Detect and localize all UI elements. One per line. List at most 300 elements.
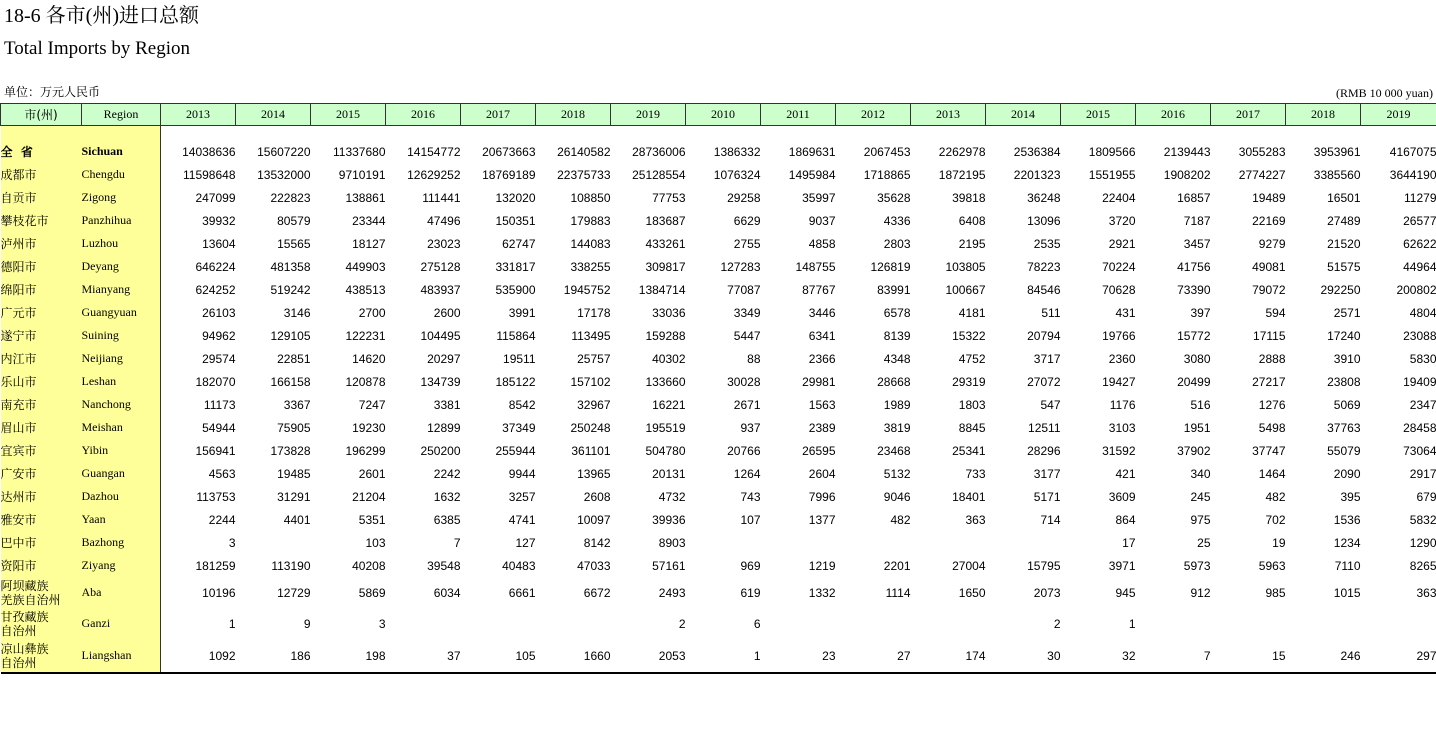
value-cell: 20673663 (482, 144, 536, 159)
value-cell: 338255 (570, 259, 611, 274)
value-cell: 40302 (652, 351, 686, 366)
value-cell: 30028 (727, 374, 761, 389)
region-name-cn: 凉山彝族 自治州 (1, 639, 82, 673)
value-cell: 5869 (358, 585, 386, 600)
value-cell: 2053 (611, 639, 686, 673)
value-cell: 9944 (508, 466, 536, 481)
value-cell: 8903 (658, 535, 686, 550)
value-cell: 1 (1128, 616, 1136, 631)
value-cell: 6034 (433, 585, 461, 600)
table-body (1, 126, 1436, 674)
value-cell: 37747 (1252, 443, 1286, 458)
value-cell: 702 (1265, 512, 1286, 527)
region-name-en: Suining (82, 324, 161, 347)
value-cell (761, 531, 836, 554)
value-cell: 33036 (652, 305, 686, 320)
table-row (1, 531, 1436, 554)
header-year: 2016 (1136, 104, 1211, 126)
value-cell (386, 608, 461, 639)
value-cell: 6341 (808, 328, 836, 343)
value-cell: 6672 (583, 585, 611, 600)
value-cell: 3446 (808, 305, 836, 320)
value-cell: 73390 (1177, 282, 1211, 297)
value-cell: 1803 (958, 397, 986, 412)
region-name-en: Neijiang (82, 347, 161, 370)
value-cell: 4401 (283, 512, 311, 527)
region-name-en: Ziyang (82, 554, 161, 577)
value-cell: 29981 (802, 374, 836, 389)
value-cell: 7247 (358, 397, 386, 412)
value-cell: 77087 (727, 282, 761, 297)
region-name-en: Yibin (82, 439, 161, 462)
value-cell: 185122 (495, 374, 536, 389)
value-cell: 937 (740, 420, 761, 435)
value-cell: 646224 (195, 259, 236, 274)
value-cell: 15607220 (257, 144, 311, 159)
value-cell: 94962 (202, 328, 236, 343)
value-cell: 18401 (952, 489, 986, 504)
value-cell: 482 (1265, 489, 1286, 504)
region-name-en: Chengdu (82, 163, 161, 186)
value-cell (911, 608, 986, 639)
value-cell: 44964 (1403, 259, 1436, 274)
value-cell: 363 (1416, 585, 1436, 600)
header-year: 2013 (911, 104, 986, 126)
value-cell: 985 (1265, 585, 1286, 600)
value-cell: 25128554 (632, 167, 686, 182)
value-cell: 36248 (1027, 190, 1061, 205)
value-cell: 2700 (358, 305, 386, 320)
unit-label-chinese: 单位：万元人民币 (4, 85, 101, 99)
value-cell: 15772 (1177, 328, 1211, 343)
value-cell: 12729 (277, 585, 311, 600)
value-cell: 113753 (196, 489, 236, 504)
region-name-cn: 达州市 (1, 485, 82, 508)
value-cell: 1076324 (713, 167, 761, 182)
value-cell: 20766 (727, 443, 761, 458)
value-cell: 6385 (433, 512, 461, 527)
region-name-cn: 甘孜藏族 自治州 (1, 608, 82, 639)
value-cell: 3349 (733, 305, 761, 320)
value-cell: 1377 (808, 512, 836, 527)
value-cell: 5498 (1258, 420, 1286, 435)
value-cell: 17 (1122, 535, 1136, 550)
value-cell: 15322 (952, 328, 986, 343)
table-row (1, 485, 1436, 508)
value-cell: 7187 (1183, 213, 1211, 228)
value-cell: 945 (1115, 585, 1136, 600)
header-region-en: Region (82, 104, 161, 126)
value-cell: 3819 (883, 420, 911, 435)
value-cell: 864 (1115, 512, 1136, 527)
value-cell: 246 (1286, 639, 1361, 673)
value-cell (1286, 608, 1361, 639)
value-cell: 1536 (1333, 512, 1361, 527)
value-cell: 1908202 (1163, 167, 1211, 182)
value-cell: 4348 (883, 351, 911, 366)
value-cell: 156941 (195, 443, 236, 458)
value-cell: 22169 (1252, 213, 1286, 228)
value-cell: 483937 (420, 282, 461, 297)
region-name-cn: 眉山市 (1, 416, 82, 439)
header-year: 2011 (761, 104, 836, 126)
region-name-cn: 泸州市 (1, 232, 82, 255)
value-cell: 182070 (195, 374, 236, 389)
value-cell: 1234 (1333, 535, 1361, 550)
value-cell: 275128 (420, 259, 461, 274)
value-cell: 62622 (1403, 236, 1436, 251)
value-cell: 49081 (1252, 259, 1286, 274)
value-cell: 8845 (958, 420, 986, 435)
value-cell: 2347 (1409, 397, 1436, 412)
value-cell: 28668 (877, 374, 911, 389)
value-cell: 35628 (877, 190, 911, 205)
value-cell: 2201323 (1013, 167, 1061, 182)
table-row (1, 508, 1436, 531)
table-row (1, 370, 1436, 393)
value-cell: 3991 (508, 305, 536, 320)
value-cell: 75905 (277, 420, 311, 435)
header-year: 2010 (686, 104, 761, 126)
value-cell: 1660 (536, 639, 611, 673)
region-name-cn: 雅安市 (1, 508, 82, 531)
value-cell: 2090 (1333, 466, 1361, 481)
region-name-cn: 德阳市 (1, 255, 82, 278)
value-cell: 12899 (427, 420, 461, 435)
value-cell: 2571 (1333, 305, 1361, 320)
region-name-cn: 攀枝花市 (1, 209, 82, 232)
value-cell: 31592 (1102, 443, 1136, 458)
value-cell: 2608 (583, 489, 611, 504)
value-cell: 88 (747, 351, 761, 366)
value-cell: 4804 (1409, 305, 1436, 320)
value-cell: 11173 (203, 397, 236, 412)
value-cell: 7996 (808, 489, 836, 504)
value-cell: 15795 (1027, 558, 1061, 573)
header-year: 2014 (236, 104, 311, 126)
value-cell: 79072 (1252, 282, 1286, 297)
value-cell: 3720 (1108, 213, 1136, 228)
value-cell: 35997 (802, 190, 836, 205)
value-cell: 2888 (1258, 351, 1286, 366)
value-cell: 32 (1061, 639, 1136, 673)
value-cell: 181259 (195, 558, 236, 573)
value-cell: 1276 (1258, 397, 1286, 412)
value-cell (836, 608, 911, 639)
value-cell: 32967 (577, 397, 611, 412)
value-cell: 6661 (508, 585, 536, 600)
value-cell: 14620 (352, 351, 386, 366)
value-cell: 624252 (195, 282, 236, 297)
value-cell: 2067453 (863, 144, 911, 159)
value-cell: 504780 (645, 443, 686, 458)
region-name-en: Sichuan (82, 140, 161, 163)
table-row (1, 186, 1436, 209)
value-cell: 2366 (808, 351, 836, 366)
value-cell: 297 (1361, 639, 1436, 673)
value-cell: 51575 (1327, 259, 1361, 274)
value-cell: 70224 (1102, 259, 1136, 274)
value-cell: 4181 (958, 305, 986, 320)
value-cell: 1 (228, 616, 236, 631)
value-cell: 361101 (571, 443, 611, 458)
value-cell: 2201 (883, 558, 911, 573)
region-name-cn: 巴中市 (1, 531, 82, 554)
value-cell: 3055283 (1238, 144, 1286, 159)
header-year: 2012 (836, 104, 911, 126)
value-cell: 15 (1211, 639, 1286, 673)
value-cell: 127 (515, 535, 536, 550)
value-cell (686, 531, 761, 554)
value-cell: 23023 (427, 236, 461, 251)
value-cell: 22404 (1102, 190, 1136, 205)
value-cell: 3385560 (1313, 167, 1361, 182)
value-cell: 23468 (877, 443, 911, 458)
value-cell: 173828 (270, 443, 311, 458)
value-cell: 26595 (802, 443, 836, 458)
value-cell: 17240 (1327, 328, 1361, 343)
value-cell: 8542 (508, 397, 536, 412)
region-name-en: Deyang (82, 255, 161, 278)
value-cell: 5963 (1258, 558, 1286, 573)
value-cell: 2917 (1409, 466, 1436, 481)
value-cell (986, 531, 1061, 554)
value-cell: 37349 (502, 420, 536, 435)
value-cell: 195519 (645, 420, 686, 435)
value-cell: 9 (303, 616, 311, 631)
region-name-cn: 阿坝藏族 羌族自治州 (1, 577, 82, 608)
value-cell: 15565 (277, 236, 311, 251)
region-name-cn: 成都市 (1, 163, 82, 186)
value-cell: 22851 (277, 351, 311, 366)
value-cell: 5171 (1033, 489, 1061, 504)
region-name-cn: 内江市 (1, 347, 82, 370)
header-year: 2017 (1211, 104, 1286, 126)
value-cell: 3103 (1108, 420, 1136, 435)
value-cell: 9037 (808, 213, 836, 228)
value-cell: 4752 (958, 351, 986, 366)
value-cell: 421 (1115, 466, 1136, 481)
value-cell (761, 608, 836, 639)
region-name-en: Yaan (82, 508, 161, 531)
value-cell: 3381 (433, 397, 461, 412)
value-cell: 26103 (202, 305, 236, 320)
value-cell: 9046 (883, 489, 911, 504)
value-cell: 127283 (720, 259, 761, 274)
header-year: 2017 (461, 104, 536, 126)
value-cell: 397 (1190, 305, 1211, 320)
value-cell: 8265 (1409, 558, 1436, 573)
value-cell: 8142 (583, 535, 611, 550)
value-cell: 200802 (1396, 282, 1436, 297)
value-cell: 27072 (1027, 374, 1061, 389)
value-cell: 2242 (433, 466, 461, 481)
value-cell: 619 (740, 585, 761, 600)
value-cell: 3457 (1183, 236, 1211, 251)
region-name-cn: 资阳市 (1, 554, 82, 577)
value-cell: 23344 (352, 213, 386, 228)
value-cell: 21520 (1327, 236, 1361, 251)
value-cell: 519242 (270, 282, 311, 297)
value-cell: 2262978 (938, 144, 986, 159)
value-cell: 80579 (277, 213, 311, 228)
value-cell: 1495984 (788, 167, 836, 182)
header-year: 2014 (986, 104, 1061, 126)
value-cell: 3080 (1183, 351, 1211, 366)
value-cell: 107 (740, 512, 761, 527)
value-cell: 4858 (808, 236, 836, 251)
value-cell: 1464 (1258, 466, 1286, 481)
value-cell: 186 (236, 639, 311, 673)
value-cell: 23 (761, 639, 836, 673)
value-cell: 679 (1416, 489, 1436, 504)
value-cell: 340 (1190, 466, 1211, 481)
value-cell: 122231 (345, 328, 386, 343)
value-cell: 19409 (1403, 374, 1436, 389)
region-name-cn: 乐山市 (1, 370, 82, 393)
value-cell: 1551955 (1088, 167, 1136, 182)
value-cell: 179883 (570, 213, 611, 228)
value-cell: 431 (1115, 305, 1136, 320)
value-cell: 309817 (645, 259, 686, 274)
value-cell: 2671 (733, 397, 761, 412)
value-cell: 8139 (883, 328, 911, 343)
value-cell: 157102 (570, 374, 611, 389)
value-cell: 41756 (1177, 259, 1211, 274)
value-cell: 1015 (1333, 585, 1361, 600)
value-cell: 19766 (1102, 328, 1136, 343)
value-cell: 87767 (802, 282, 836, 297)
value-cell: 19 (1272, 535, 1286, 550)
value-cell: 21204 (352, 489, 386, 504)
region-name-cn: 全 省 (1, 140, 82, 163)
value-cell: 148755 (795, 259, 836, 274)
value-cell: 28736006 (632, 144, 686, 159)
value-cell: 331817 (495, 259, 536, 274)
value-cell: 5447 (733, 328, 761, 343)
value-cell: 17178 (577, 305, 611, 320)
value-cell: 70628 (1102, 282, 1136, 297)
value-cell: 245 (1190, 489, 1211, 504)
value-cell: 4336 (883, 213, 911, 228)
value-cell: 2195 (958, 236, 986, 251)
value-cell: 39548 (427, 558, 461, 573)
value-cell: 3 (228, 535, 236, 550)
value-cell: 743 (740, 489, 761, 504)
header-year: 2013 (161, 104, 236, 126)
value-cell: 3953961 (1313, 144, 1361, 159)
value-cell: 5973 (1183, 558, 1211, 573)
value-cell: 103 (365, 535, 386, 550)
value-cell: 13532000 (257, 167, 311, 182)
value-cell: 103805 (945, 259, 986, 274)
value-cell: 5069 (1333, 397, 1361, 412)
value-cell: 2774227 (1238, 167, 1286, 182)
value-cell: 14154772 (407, 144, 461, 159)
value-cell: 1951 (1183, 420, 1211, 435)
value-cell: 969 (740, 558, 761, 573)
value-cell: 535900 (495, 282, 536, 297)
value-cell: 1718865 (863, 167, 911, 182)
value-cell: 3367 (283, 397, 311, 412)
value-cell: 54944 (202, 420, 236, 435)
value-cell: 912 (1190, 585, 1211, 600)
value-cell: 83991 (877, 282, 911, 297)
value-cell: 222823 (270, 190, 311, 205)
value-cell (1136, 608, 1211, 639)
value-cell: 511 (1041, 305, 1061, 320)
value-cell: 39818 (952, 190, 986, 205)
value-cell (911, 531, 986, 554)
region-name-en: Aba (82, 577, 161, 608)
value-cell: 28458 (1403, 420, 1436, 435)
value-cell: 2 (1053, 616, 1061, 631)
table-row (1, 554, 1436, 577)
value-cell: 3257 (508, 489, 536, 504)
value-cell: 1290 (1409, 535, 1436, 550)
value-cell: 594 (1265, 305, 1286, 320)
value-cell: 29574 (202, 351, 236, 366)
value-cell: 10097 (577, 512, 611, 527)
value-cell: 2600 (433, 305, 461, 320)
value-cell: 28296 (1027, 443, 1061, 458)
region-name-en: Meishan (82, 416, 161, 439)
value-cell: 3644190 (1389, 167, 1436, 182)
value-cell: 108850 (570, 190, 611, 205)
value-cell: 25 (1197, 535, 1211, 550)
table-row (1, 416, 1436, 439)
value-cell: 2535 (1033, 236, 1061, 251)
value-cell: 134739 (420, 374, 461, 389)
value-cell: 183687 (645, 213, 686, 228)
value-cell: 547 (1040, 397, 1061, 412)
value-cell: 113190 (271, 558, 311, 573)
value-cell: 113495 (571, 328, 611, 343)
value-cell: 1384714 (638, 282, 686, 297)
value-cell: 150351 (495, 213, 536, 228)
value-cell: 1872195 (938, 167, 986, 182)
value-cell: 3146 (283, 305, 311, 320)
table-row (1, 608, 1436, 639)
value-cell: 30 (986, 639, 1061, 673)
value-cell: 19230 (352, 420, 386, 435)
table-row (1, 577, 1436, 608)
value-cell: 29319 (952, 374, 986, 389)
value-cell: 14038636 (182, 144, 236, 159)
header-region-cn: 市(州) (1, 104, 82, 126)
region-name-en: Panzhihua (82, 209, 161, 232)
header-year: 2016 (386, 104, 461, 126)
unit-label-english: (RMB 10 000 yuan) (1336, 86, 1433, 100)
value-cell: 26577 (1403, 213, 1436, 228)
value-cell: 126819 (870, 259, 911, 274)
value-cell: 78223 (1027, 259, 1061, 274)
value-cell: 3717 (1033, 351, 1061, 366)
region-name-en: Guangyuan (82, 301, 161, 324)
header-year: 2018 (1286, 104, 1361, 126)
table-row (1, 163, 1436, 186)
table-row (1, 301, 1436, 324)
region-name-en: Nanchong (82, 393, 161, 416)
value-cell: 77753 (652, 190, 686, 205)
value-cell: 20297 (427, 351, 461, 366)
value-cell: 18127 (352, 236, 386, 251)
value-cell: 9710191 (338, 167, 386, 182)
value-cell: 433261 (645, 236, 686, 251)
value-cell: 9279 (1258, 236, 1286, 251)
table-row (1, 278, 1436, 301)
value-cell: 26140582 (557, 144, 611, 159)
